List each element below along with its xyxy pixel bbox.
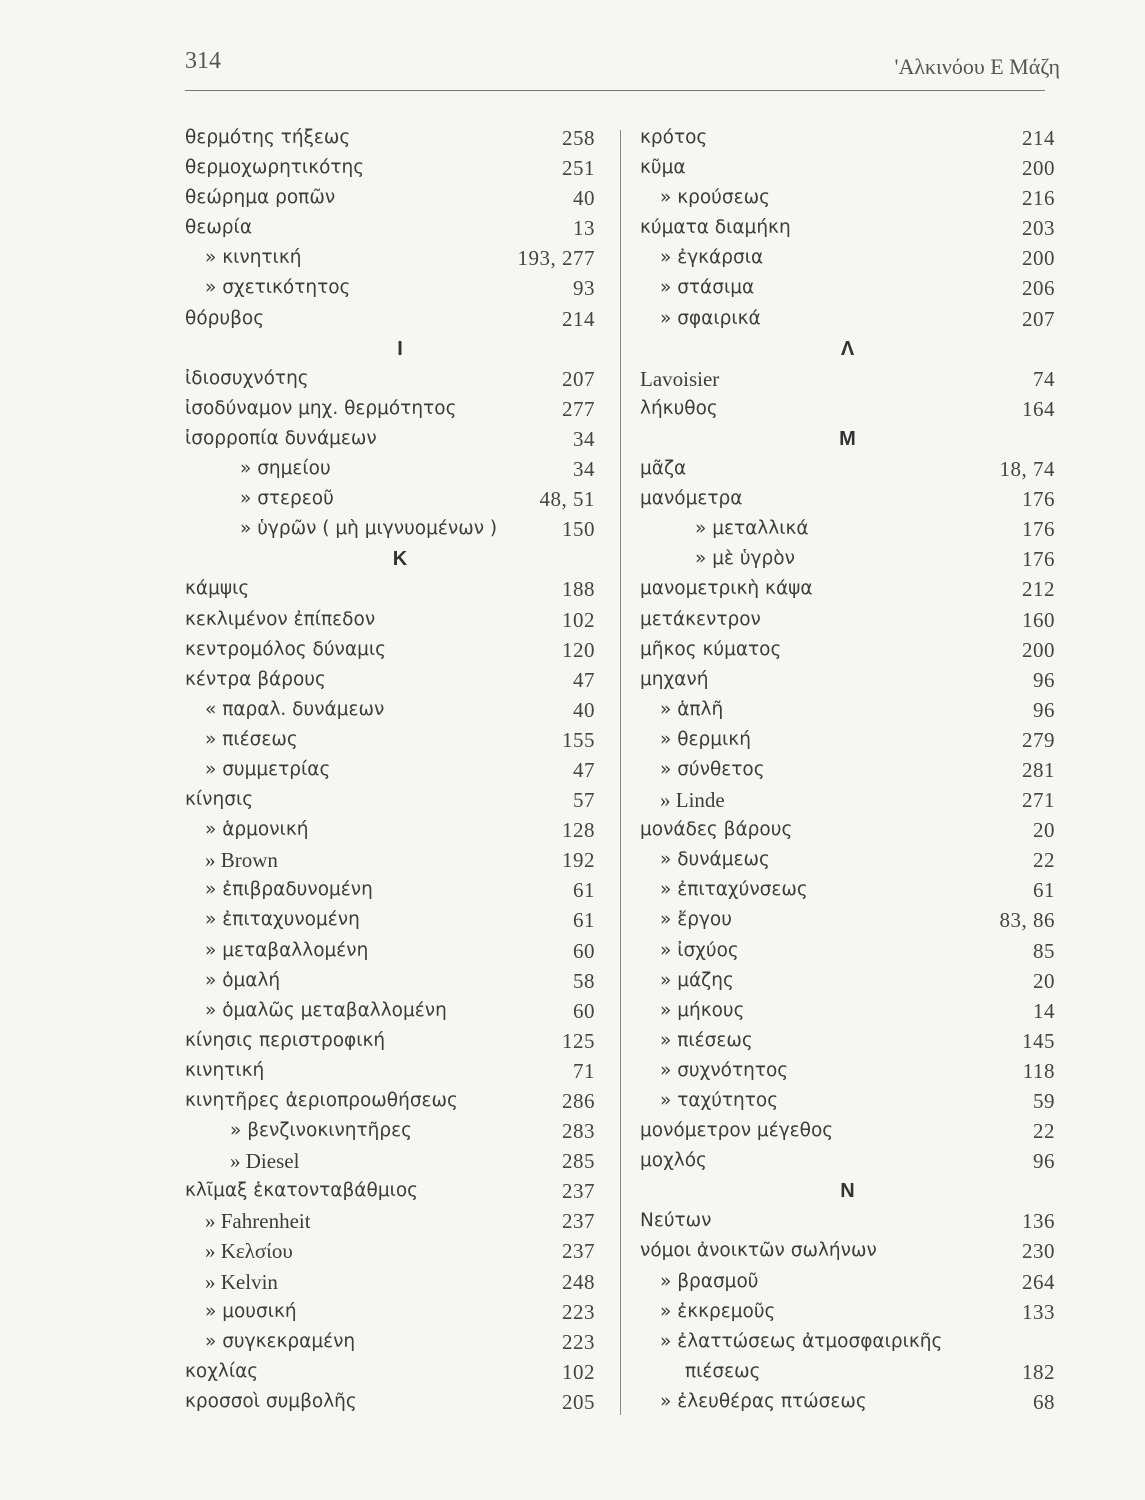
index-term: μονάδες βάρους <box>640 819 793 841</box>
page-reference: 176 <box>1022 547 1055 572</box>
index-entry <box>640 123 1055 153</box>
index-entry <box>640 905 1055 935</box>
section-letter-heading: Μ <box>839 427 856 450</box>
index-term: κεντρομόλος δύναμις <box>185 638 386 660</box>
page-reference: 205 <box>562 1389 595 1414</box>
index-term: κίνησις περιστροφική <box>185 1029 386 1051</box>
page-reference: 71 <box>573 1058 595 1083</box>
page-reference: 128 <box>562 818 595 843</box>
page-number: 314 <box>185 48 221 74</box>
index-term: » ἐλευθέρας πτώσεως <box>660 1390 867 1412</box>
page-reference: 47 <box>573 667 595 692</box>
page-reference: 264 <box>1022 1269 1055 1294</box>
index-column-left <box>185 123 595 1417</box>
page-reference: 96 <box>1033 697 1055 722</box>
index-entry <box>640 1146 1055 1176</box>
page-reference: 155 <box>562 727 595 752</box>
index-entry <box>185 243 595 273</box>
index-term: » στερεοῦ <box>240 488 334 510</box>
page-reference: 22 <box>1033 848 1055 873</box>
index-term: » ταχύτητος <box>660 1090 779 1111</box>
index-term: μᾶζα <box>640 458 687 480</box>
index-term: θερμότης τήξεως <box>185 127 351 148</box>
index-entry <box>640 695 1055 725</box>
section-letter-heading: Λ <box>840 337 855 360</box>
page-reference: 223 <box>562 1299 595 1324</box>
index-term: » βρασμοῦ <box>660 1270 759 1292</box>
index-entry <box>185 1206 595 1236</box>
index-entry <box>185 695 595 725</box>
index-entry <box>185 1297 595 1327</box>
page-reference: 18, 74 <box>999 457 1055 482</box>
index-entry <box>185 304 595 334</box>
index-term: » συγκεκραμένη <box>205 1330 356 1352</box>
index-entry <box>640 635 1055 665</box>
index-term: » στάσιμα <box>660 277 755 299</box>
index-term: πιέσεως <box>685 1360 761 1382</box>
index-entry <box>640 1236 1055 1266</box>
page-header <box>185 48 1060 88</box>
index-entry <box>640 1206 1055 1236</box>
index-term: κροσσοὶ συμβολῆς <box>185 1390 357 1412</box>
index-term: » ὁμαλή <box>205 969 281 991</box>
page-reference: 223 <box>562 1329 595 1354</box>
index-term: » συχνότητος <box>660 1059 789 1081</box>
index-term: ἰσορροπία δυνάμεων <box>185 427 377 449</box>
index-term: » σύνθετος <box>660 758 765 780</box>
index-term: » πιέσεως <box>660 1029 753 1051</box>
index-entry <box>185 394 595 424</box>
page-reference: 281 <box>1022 757 1055 782</box>
index-entry <box>185 183 595 213</box>
index-term: μῆκος κύματος <box>640 638 782 660</box>
page-reference: 214 <box>562 306 595 331</box>
index-term: » Kelvin <box>205 1269 278 1294</box>
page-reference: 13 <box>573 216 595 241</box>
index-entry <box>640 1116 1055 1146</box>
index-entry <box>185 1146 595 1176</box>
index-entry <box>185 755 595 785</box>
index-entry <box>185 725 595 755</box>
index-term: » μὲ ὑγρὸν <box>695 548 795 570</box>
page-reference: 59 <box>1033 1089 1055 1113</box>
index-term: θόρυβος <box>185 307 265 329</box>
index-entry <box>185 605 595 635</box>
page-reference: 85 <box>1033 938 1055 963</box>
page-reference: 60 <box>573 998 595 1023</box>
index-entry <box>640 1357 1055 1387</box>
index-entry <box>640 514 1055 544</box>
index-entry <box>185 1327 595 1357</box>
index-term: » δυνάμεως <box>660 849 770 871</box>
page-reference: 200 <box>1022 637 1055 662</box>
page-reference: 248 <box>562 1269 595 1294</box>
page-reference: 14 <box>1033 998 1055 1023</box>
index-term: » ἐπιταχυνομένη <box>205 909 360 931</box>
index-term: » ὑγρῶν ( μὴ μιγνυομένων ) <box>240 518 498 540</box>
index-entry <box>640 454 1055 484</box>
index-term: « παραλ. δυνάμεων <box>205 698 385 720</box>
page-reference: 34 <box>573 457 595 482</box>
index-term: » σφαιρικά <box>660 307 761 329</box>
index-entry <box>640 394 1055 424</box>
index-term: ἰδιοσυχνότης <box>185 367 309 389</box>
index-entry <box>185 1387 595 1417</box>
index-term: κρότος <box>640 127 708 148</box>
index-term: Νεύτων <box>640 1210 712 1232</box>
page-reference: 40 <box>573 186 595 211</box>
page-reference: 40 <box>573 697 595 722</box>
index-entry <box>185 364 595 394</box>
index-entry <box>640 1026 1055 1056</box>
index-term: » Brown <box>205 848 278 873</box>
index-term: λήκυθος <box>640 397 718 419</box>
index-entry <box>185 1357 595 1387</box>
index-term: » Linde <box>660 788 725 813</box>
page-reference: 102 <box>562 1359 595 1384</box>
page-reference: 271 <box>1022 788 1055 813</box>
page-reference: 68 <box>1033 1389 1055 1414</box>
index-entry <box>185 484 595 514</box>
index-column-right <box>640 123 1055 1417</box>
index-entry <box>185 153 595 183</box>
index-entry <box>185 454 595 484</box>
index-term: » ἐλαττώσεως ἀτμοσφαιρικῆς <box>660 1330 943 1352</box>
index-term: » μουσική <box>205 1300 297 1322</box>
page-reference: 20 <box>1033 968 1055 993</box>
index-term: κοχλίας <box>185 1360 259 1382</box>
page-reference: 164 <box>1022 396 1055 421</box>
index-term: μονόμετρον μέγεθος <box>640 1120 834 1142</box>
index-entry <box>185 966 595 996</box>
index-term: » ἐκκρεμοῦς <box>660 1300 776 1322</box>
index-entry <box>185 574 595 604</box>
index-entry <box>640 1086 1055 1116</box>
index-term: » ἐπιταχύνσεως <box>660 879 808 901</box>
index-entry <box>185 1026 595 1056</box>
index-entry <box>185 845 595 875</box>
index-entry <box>185 213 595 243</box>
index-entry <box>185 1176 595 1206</box>
index-term: μετάκεντρον <box>640 608 761 630</box>
page-reference: 200 <box>1022 156 1055 181</box>
index-entry <box>185 905 595 935</box>
index-term: κεκλιμένον ἐπίπεδον <box>185 608 376 630</box>
page-reference: 120 <box>562 637 595 662</box>
index-term: » ἐπιβραδυνομένη <box>205 879 373 901</box>
page-reference: 96 <box>1033 1149 1055 1174</box>
index-term: μανόμετρα <box>640 488 743 510</box>
index-entry <box>185 665 595 695</box>
column-divider <box>620 130 621 1415</box>
page-reference: 61 <box>573 878 595 903</box>
index-entry <box>640 1267 1055 1297</box>
page-reference: 150 <box>562 517 595 542</box>
index-entry <box>640 273 1055 303</box>
page-reference: 207 <box>1022 306 1055 331</box>
index-term: » μάζης <box>660 969 734 991</box>
page-reference: 216 <box>1022 186 1055 211</box>
page-reference: 145 <box>1022 1028 1055 1053</box>
page-reference: 207 <box>562 366 595 391</box>
index-term: » κινητική <box>205 247 302 269</box>
page-reference: 192 <box>562 848 595 873</box>
section-letter-heading: Ν <box>840 1180 855 1203</box>
index-term: κέντρα βάρους <box>185 668 326 690</box>
page-reference: 93 <box>573 276 595 301</box>
index-term: κλῖμαξ ἑκατονταβάθμιος <box>185 1180 419 1202</box>
index-entry <box>640 1297 1055 1327</box>
index-term: » μεταλλικά <box>695 518 809 540</box>
index-entry <box>185 1086 595 1116</box>
index-term: θεώρημα ροπῶν <box>185 187 336 209</box>
page-reference: 61 <box>1033 878 1055 903</box>
page-reference: 237 <box>562 1239 595 1264</box>
page-reference: 83, 86 <box>999 908 1055 933</box>
index-entry <box>640 243 1055 273</box>
index-entry <box>185 514 595 544</box>
index-entry <box>640 484 1055 514</box>
header-rule <box>185 90 1045 91</box>
index-term: κινητική <box>185 1059 265 1081</box>
page-reference: 251 <box>562 156 595 181</box>
index-entry <box>640 1387 1055 1417</box>
index-term: Lavoisier <box>640 366 720 391</box>
index-term: κύματα διαμήκη <box>640 217 791 239</box>
page-reference: 133 <box>1022 1299 1055 1324</box>
page-reference: 283 <box>562 1119 595 1144</box>
index-entry <box>185 1116 595 1146</box>
page-reference: 48, 51 <box>539 487 595 512</box>
index-entry <box>185 815 595 845</box>
page-reference: 136 <box>1022 1209 1055 1234</box>
index-term: κῦμα <box>640 157 686 179</box>
index-entry <box>185 936 595 966</box>
page-reference: 176 <box>1022 487 1055 512</box>
index-entry <box>185 123 595 153</box>
page-reference: 214 <box>1022 126 1055 150</box>
index-term: κάμψις <box>185 578 250 600</box>
index-entry <box>185 1236 595 1266</box>
page-reference: 96 <box>1033 667 1055 692</box>
index-entry <box>640 304 1055 334</box>
index-term: » σημείου <box>240 458 331 480</box>
index-entry <box>640 605 1055 635</box>
page-reference: 188 <box>562 577 595 602</box>
index-term: » ὁμαλῶς μεταβαλλομένη <box>205 999 447 1021</box>
index-entry <box>640 815 1055 845</box>
page-reference: 193, 277 <box>517 246 595 271</box>
index-entry <box>185 635 595 665</box>
page-reference: 212 <box>1022 577 1055 602</box>
page-reference: 60 <box>573 938 595 963</box>
index-term: » ἔργου <box>660 909 732 931</box>
running-head: 'Αλκινόου Ε Μάζη <box>894 54 1060 79</box>
index-entry <box>640 875 1055 905</box>
index-term: μηχανή <box>640 668 709 690</box>
page-reference: 279 <box>1022 727 1055 752</box>
index-entry <box>640 574 1055 604</box>
index-term: » ἁρμονική <box>205 819 309 841</box>
page-reference: 160 <box>1022 607 1055 632</box>
index-term: νόμοι ἀνοικτῶν σωλήνων <box>640 1240 877 1262</box>
index-term: » Κελσίου <box>205 1239 293 1264</box>
index-entry <box>640 936 1055 966</box>
index-entry <box>640 1327 1055 1357</box>
page-reference: 22 <box>1033 1119 1055 1144</box>
index-entry <box>640 755 1055 785</box>
page-reference: 57 <box>573 788 595 813</box>
index-term: » θερμική <box>660 728 751 750</box>
index-term: θερμοχωρητικότης <box>185 157 365 179</box>
index-entry <box>185 996 595 1026</box>
index-entry <box>640 966 1055 996</box>
index-term: κίνησις <box>185 789 254 811</box>
index-term: » ἁπλῆ <box>660 698 724 720</box>
index-term: κινητῆρες ἀεριοπροωθήσεως <box>185 1090 458 1111</box>
index-entry <box>640 785 1055 815</box>
page-reference: 176 <box>1022 517 1055 542</box>
index-term: » Fahrenheit <box>205 1209 311 1234</box>
page-reference: 258 <box>562 126 595 150</box>
index-entry <box>640 213 1055 243</box>
page-reference: 34 <box>573 426 595 451</box>
index-entry <box>185 273 595 303</box>
index-term: » ἐγκάρσια <box>660 247 764 269</box>
page-reference: 20 <box>1033 818 1055 843</box>
index-entry <box>185 1056 595 1086</box>
index-entry <box>185 875 595 905</box>
page-reference: 74 <box>1033 366 1055 391</box>
index-term: ἰσοδύναμον μηχ. θερμότητος <box>185 397 457 419</box>
index-term: » μεταβαλλομένη <box>205 939 369 961</box>
index-term: μοχλός <box>640 1150 707 1172</box>
index-term: μανομετρικὴ κάψα <box>640 578 813 600</box>
page-reference: 102 <box>562 607 595 632</box>
index-term: » Diesel <box>230 1149 300 1174</box>
index-term: θεωρία <box>185 217 253 239</box>
index-entry <box>640 1056 1055 1086</box>
page-reference: 61 <box>573 908 595 933</box>
page-reference: 285 <box>562 1149 595 1174</box>
page-reference: 237 <box>562 1179 595 1204</box>
page-reference: 182 <box>1022 1359 1055 1384</box>
index-entry <box>640 544 1055 574</box>
index-entry <box>640 725 1055 755</box>
index-entry <box>640 845 1055 875</box>
page-reference: 230 <box>1022 1239 1055 1264</box>
page-reference: 237 <box>562 1209 595 1234</box>
page-reference: 200 <box>1022 246 1055 271</box>
index-term: » ἰσχύος <box>660 939 739 961</box>
page-reference: 118 <box>1022 1058 1055 1083</box>
index-entry <box>185 1267 595 1297</box>
page-reference: 125 <box>562 1028 595 1053</box>
index-term: » μήκους <box>660 999 745 1021</box>
index-entry <box>185 785 595 815</box>
page-reference: 203 <box>1022 216 1055 241</box>
page-reference: 206 <box>1022 276 1055 301</box>
index-entry <box>640 183 1055 213</box>
index-term: » σχετικότητος <box>205 277 351 299</box>
index-term: » πιέσεως <box>205 728 298 750</box>
index-entry <box>640 364 1055 394</box>
index-term: » κρούσεως <box>660 187 770 209</box>
page-reference: 286 <box>562 1089 595 1113</box>
section-letter-heading: Κ <box>392 548 408 571</box>
index-term: » βενζινοκινητῆρες <box>230 1120 413 1142</box>
index-entry <box>640 665 1055 695</box>
index-entry <box>185 424 595 454</box>
page-reference: 58 <box>573 968 595 993</box>
index-entry <box>640 153 1055 183</box>
index-entry <box>640 996 1055 1026</box>
index-term: » συμμετρίας <box>205 758 331 780</box>
page-reference: 277 <box>562 396 595 421</box>
page-reference: 47 <box>573 757 595 782</box>
section-letter-heading: Ι <box>397 337 403 360</box>
